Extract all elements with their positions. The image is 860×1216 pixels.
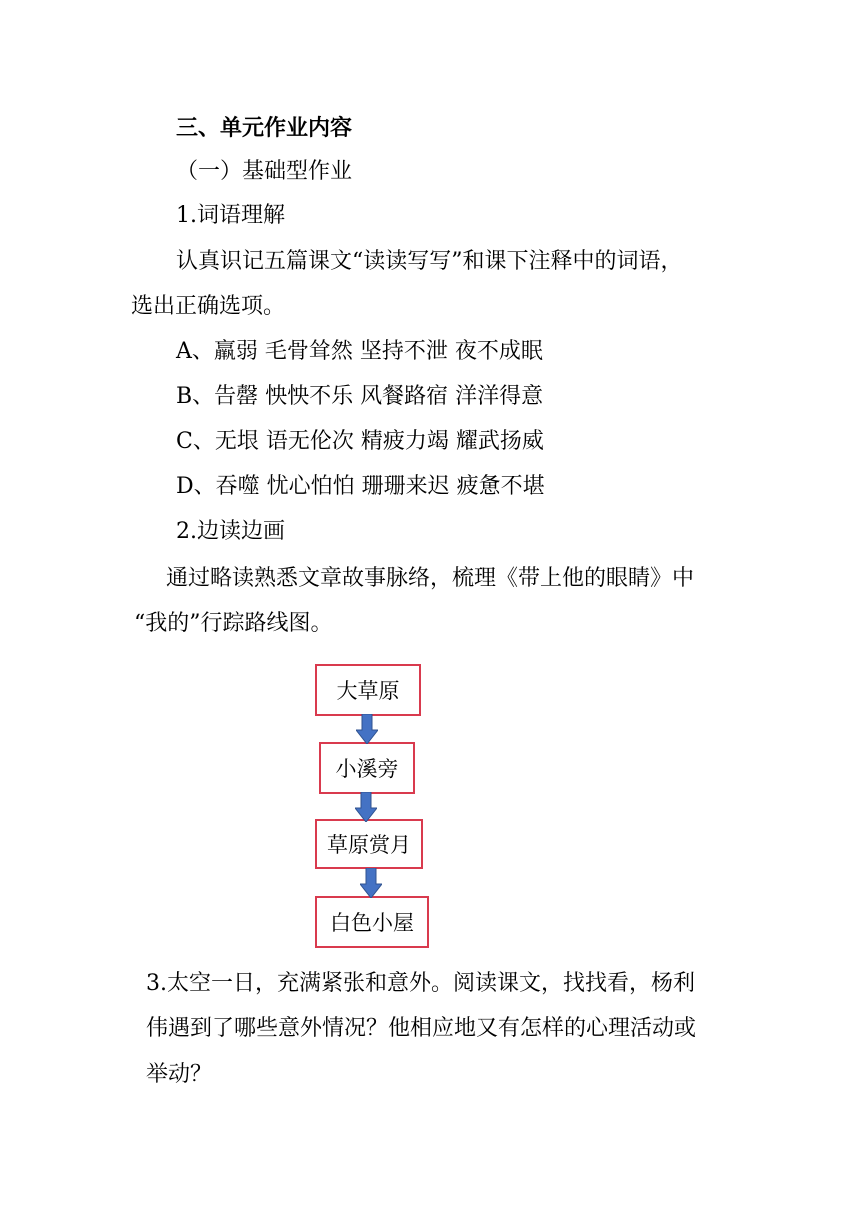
flow-box-1-label: 大草原 — [336, 679, 400, 703]
flow-box-3 — [315, 819, 423, 869]
item2-title: 2.边读边画 — [176, 519, 285, 544]
item1-title: 1.词语理解 — [176, 203, 285, 228]
section-heading: 三、单元作业内容 — [176, 115, 353, 141]
item2-instruction-line2: “我的”行踪路线图。 — [134, 611, 333, 636]
item1-instruction-line1: 认真识记五篇课文“读读写写”和课下注释中的词语， — [176, 249, 683, 274]
flow-box-2 — [319, 742, 415, 794]
option-c: C、无垠 语无伦次 精疲力竭 耀武扬威 — [176, 429, 544, 454]
flow-box-2-label: 小溪旁 — [335, 757, 399, 781]
flow-arrow-2 — [355, 792, 377, 822]
flow-box-3-label: 草原赏月 — [327, 833, 411, 857]
subheading: （一）基础型作业 — [176, 159, 353, 184]
option-b: B、告罄 怏怏不乐 风餐路宿 洋洋得意 — [176, 384, 544, 409]
item3-line1: 3.太空一日，充满紧张和意外。阅读课文，找找看，杨利 — [146, 971, 695, 996]
flow-box-1 — [315, 664, 421, 716]
item3-line2: 伟遇到了哪些意外情况？他相应地又有怎样的心理活动或 — [146, 1016, 697, 1041]
flow-arrow-1 — [356, 714, 378, 744]
flow-box-4 — [315, 896, 429, 948]
item1-instruction-line2: 选出正确选项。 — [131, 294, 286, 319]
flow-arrow-3 — [360, 868, 382, 898]
flow-box-4-label: 白色小屋 — [330, 911, 414, 935]
item3-line3: 举动？ — [146, 1062, 213, 1087]
option-d: D、吞噬 忧心怕怕 珊珊来迟 疲惫不堪 — [176, 474, 545, 499]
option-a: A、羸弱 毛骨耸然 坚持不泄 夜不成眠 — [176, 339, 543, 364]
item2-instruction-line1: 通过略读熟悉文章故事脉络，梳理《带上他的眼睛》中 — [166, 566, 695, 591]
